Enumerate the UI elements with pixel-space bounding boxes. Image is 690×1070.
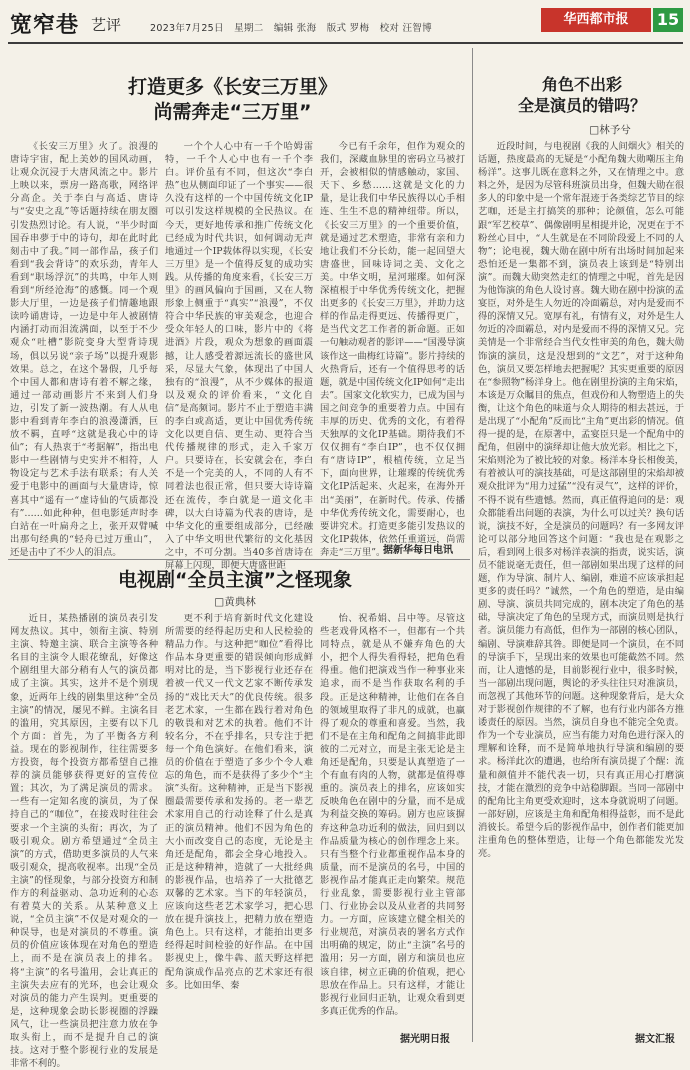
article2-title-line2: 全是演员的错吗？ <box>517 95 646 115</box>
designer: 版式 罗梅 <box>326 23 370 34</box>
article1-title <box>70 75 395 124</box>
column-sub: 艺评 <box>91 16 122 34</box>
article1-col1: 《长安三万里》火了。浪漫的唐诗宇宙，配上美妙的国风动画，让观众沉浸于大唐风流之中。影片上映以来，票房一路高歌，网络评分高企。关于李白与高适、唐诗与“安史之乱”等话题持续在朋友圈引发热烈讨论。有人说，“半少时面国吞串夢于中的诗句，却在此时此刻击中了我。”同一部作品，孩子们看到“我会背诗”的欢乐劲，青年人看到“职场浮沉”的共鸣，中年人则看到“所经沧海”的感慨。同一个观影大厅里，一边是孩子们情趣地跟读吟诵唐诗，一边是中年人被剧情内涵打动而泪流满面，以至于不少观众“吐槽”影院变身大型背诗现场，俱以另说“亲子场”以提升观影效果。总之，在这个暑假，几乎每个中国人都和唐诗有着不解之缘，通过一部动画影片不来到人们身边，引发了新一波热潮。有人从电影中看到青年李白的浪漫潇洒，巨放不羁，直呼“这就是我心中的诗仙”；有人热衷于“考据解”，指出电影中一些剧情与史实并不相符，人物设定与艺术手法有联系；有人关爱于电影中的画面与大量唐诗，惊喜其中“遥有一“虚诗仙的气质都没有”……如此种种，但电影延声时李白站在一叶扁舟之上，张开双臂喊出那句经典的“轻舟已过万重山”，还是击中了不少人的泪点。 <box>10 141 158 558</box>
article3-source: 据光明日报 <box>400 1034 450 1045</box>
article3-title: 电视剧“全员主演”之怪现象 <box>118 569 352 591</box>
article1-col2: 一个个人心中有一千个哈姆雷特，一千个人心中也有一千个李白。评价虽有不同，但这次“李白热”也从侧面印证了一个事实——很久没有这样的一个中国传统文化IP可以引发这样规模的全民热议。在今天，更好地传承和推广传统文化已经成为时代共识，如何调动无声地通过一个IP载体得以实现，《长安三万里》是一个值得反复的成功实践。从传播的角度来看，《长安三万里》的画风偏向于国画，又在人物形象上侧重于“真实”“浪漫”，不仅符合中华民族的审美观念，也迎合受众年轻人的口味，影片中的《将进酒》片段，观众为想象的画面震撼，让人感受着源远流长的盛世风采，尽显大气象，体现出了中国人独有的“浪漫”，从不少媒体的报道以及观众的评价看来，“文化自信”是高频词。影片不止于塑造丰满的李白或高适，更让中国优秀传统文化以更自信、更生动、更符合当代传播规律的形式，走入千家万户。只要诗在，长安就会在，李白不是一个完美的人，不同的人有不同着法也很正常，但只要大诗诗篇还在流传，李白就是一道文化丰碑，以大白诗篇为代表的唐诗，是中华文化的重要组成部分，已经融入了中华文明世代繁衍的文化基因之中，不可分割。当40多首唐诗在屏幕上闪现，即便大唐盛世距 <box>165 141 313 571</box>
section-divider <box>8 559 470 560</box>
article3-author: □黄典林 <box>214 596 256 608</box>
article2-body: 近段时间，与电视剧《我的人间烟火》相关的话题，热度最高的无疑是“小配角魏大勋嘲压主角杨洋”。这事儿既在意料之外，又在情理之中。意料之外，是因为尽管科班演员出身，但魏大勋在很多人的印象中是一个常年混迹于各类综艺节目的综艺咖，还是主打搞笑的那种；论颜值，怎么可能跟“军艺校草”、偶像剧明星相提并论，况更在于不粉丝心目中，“人生就是在不同阶段爱上不同的人物”；论电视，魏大勋在剧中所有出场时间加起来恐怕还是一集都不到，演员表上该到是“特别出演”。而魏大勋突然走红的情理之中呢，首先是因为他饰演的角色人设讨喜。魏大勋在剧中扮演的孟宴臣，对外是生人勿近的冷面霸总，对内是爱而不得的深情又兄。宽厚有礼，有情有义，对外是生人勿近的冷面霸总，对内是爱而不得的深情又兄。完美情是一个非常经合当代女性审美的角色，魏大勋饰演的演员，这是没想到的“文艺”，对于这种角色，演员又要怎样地去把握呢？其实更重要的原因在“参照物”杨洋身上。他在剧里扮演的主角宋焰，本该是万众瞩目的焦点，但戏份和人物塑造上的失衡，让这个角色的味道与众人期待的相去甚远，于是出现了“小配角”反而比“主角”更出彩的情况。值得一提的是，在原著中，孟宴臣只是一个配角中的配角，但剧中的演绎却让他大放光彩。相比之下，宋焰则沦为了被比较的对象。杨洋本身长相俊美，有着被认可的演技基础，可是这部剧里的宋焰却被观众批评为“用力过猛”“没有灵气”，这样的评价，不得不说有些遗憾。然而，真正值得追问的是：观众都能看出问题的表演，为什么可以过关？换句话说，演技不好，全是演员的问题吗？有一多网友评论可以部分地回答这个问题：“我也是在观影之后，看到网上很多对杨洋表演的指责，说实话，演员不能说毫无责任，但一部剧如果出现了这样的问题，作为导演、制片人、编剧，难道不应该承担起更多的责任吗？”诚然，一个角色的塑造，是由编剧、导演、演员共同完成的，剧本决定了角色的基础，导演决定了角色的呈现方式，而演员则是执行者。演员能力有高低，但作为一部剧的核心团队，编剧、导演难辞其咎。即便是同一个演员，在不同的导演手下，呈现出来的效果也可能截然不同。然而，让人遗憾的是，目前影视行业中，很多时候，当一部剧出现问题，舆论的矛头往往只对准演员，而忽视了其他环节的问题。这种现象背后，是大众对于影视创作规律的不了解，也有行业内部各方推诿责任的原因。当然，演员自身也不能完全免责。作为一个专业演员，应当有能力对角色进行深入的理解和诠释，而不是简单地执行导演和编剧的要求。杨洋此次的遭遇，也给所有演员提了个醒：流量和颜值并不能代表一切，只有真正用心打磨演技，才能在激烈的竞争中站稳脚跟。当同一部剧中的配角比主角更受欢迎时，这本身就说明了问题。一部好剧，应该是主角和配角相得益彰，而不是此消彼长。希望今后的影视作品中，创作者们能更加注重角色的整体塑造，让每一个角色都能发光发亮。 <box>478 141 684 860</box>
masthead-rule <box>8 42 683 44</box>
article1-source: 据新华每日电讯 <box>383 545 453 556</box>
issue-date: 2023年7月25日 <box>150 23 224 34</box>
column-name: 宽窄巷 <box>10 13 80 38</box>
masthead <box>0 0 690 44</box>
article1-col3: 今已有千余年，但作为观众的我们，深藏血脉里的密码立马被打开，会被相似的情感触动，家国、天下、乡愁……这就是文化的力量，是让我们中华民族得以心手相连、生生不息的精神纽带。所以，《长安三万里》的一个重要价值，就是通过艺术塑造，非常有亲和力地让我们不分长幼，能一起回望大唐盛世，回味诗词之美、文化之美。中华文明，星河璀璨。如何深深植根于中华优秀传统文化，把握出更多的《长安三万里》，并助力这样的作品走得更远、传播得更广，是当代文艺工作者的新命题。正如一句触动观者的影评——“国漫导演该作这一曲梅红诗篇”。影片持续的火热背后，还有一个值得思考的话题，就是中国传统文化IP如何“走出去”。国家文化软实力，已成为国与国之间竞争的重要着力点。中国有丰厚的历史、优秀的文化，有着得天独厚的文化IP基础。期待我们不仅仅拥有“李白IP”，也不仅仅拥有“唐诗IP”，根植传统，立足当下，面向世界，让璀璨的传统优秀文化IP活起来、火起来，在海外开出“美丽”，在新时代。传承、传播中华优秀传统文化，需要耐心，也要讲究术。打造更多能引发热议的文化IP载体，依然任重道远，尚需奔走“三万里”。 <box>320 141 465 558</box>
article2-title <box>478 75 686 117</box>
proofreader: 校对 汪智博 <box>379 23 432 34</box>
article3-col2: 更不利于培育新时代文化建设所需要的经得起历史和人民检验的精品力作。与这种把“咖位”看得比作品本身更重要的错误倾向形成鲜明对比的是，当下影视行业还存在着被一代又一代文艺家不断传承发扬的“戏比天大”的优良传统。很多老艺术家，一生都在践行着对角色的敬畏和对艺术的执着。他们不计较名分，不在乎排名，只专注于把每一个角色演好。在他们看来，演员的价值在于塑造了多少个令人难忘的角色，而不是获得了多少个“主演”头衔。这种精神，正是当下影视圈最需要传承和发扬的。老一辈艺术家用自己的行动诠释了什么是真正的演员精神。他们不因为角色的大小而改变自己的态度，无论是主角还是配角，都会全身心地投入。正是这种精神，造就了一大批经典的影视作品，也培养了一大批德艺双馨的艺术家。当下的年轻演员，应该向这些老艺术家学习，把心思放在提升演技上，把精力放在塑造角色上。只有这样，才能拍出更多经得起时间检验的好作品。在中国影视史上，像牛犇、蓝天野这样把配角演成作品亮点的艺术家还有很多。比如田华、秦 <box>165 613 313 991</box>
column-divider <box>472 48 473 1042</box>
article2-author: □林予兮 <box>589 124 631 136</box>
article3-col1: 近日，某热播剧的演员表引发网友热议。其中，领衔主演、特别主演、特邀主演、联合主演等各种名目的主演令人眼花缭乱，好像这个剧组里大部分稍有人气的演员都成了主演。其实，这并不是个别现象，近两年上线的剧集里这种“全员主演”的情况，屡见不鲜。主演名目的滥用，究其原因，主要有以下几个方面：首先，为了平衡各方利益。现在的影视制作，往往需要多方投资，每个投资方都希望自己推荐的演员能够获得更好的宣传位置；其次，为了满足演员的需求。一些有一定知名度的演员，为了保持自己的“咖位”，在接戏时往往会要求一个主演的头衔；再次，为了吸引观众。剧方希望通过“全员主演”的方式，借助更多演员的人气来吸引观众，提高收视率。出现“全员主演”的怪现象，与部分投资方和制作方的利益驱动、急功近利的心态有着莫大的关系。从某种意义上说，“全员主演”不仅是对观众的一种误导，也是对演员的不尊重。演员的价值应该体现在对角色的塑造上，而不是在演员表上的排名。将“主演”的名号滥用，会让真正的主演失去应有的光环，也会让观众对演员的能力产生误判。更重要的是，这种现象会助长影视圈的浮躁风气，让一些演员把注意力放在争取头衔上，而不是提升自己的演技。这对于整个影视行业的发展是非常不利的。 <box>10 613 158 1070</box>
article1-title-line2: 尚需奔走“三万里” <box>153 100 312 123</box>
issue-meta <box>150 20 439 34</box>
editor: 编辑 张海 <box>273 23 317 34</box>
issue-weekday: 星期二 <box>234 23 264 34</box>
article2-title-line1: 角色不出彩 <box>541 75 622 94</box>
article3-col3: 怡、祝希娟、吕中等。尽管这些老戏骨风格不一，但都有一个共同特点，就是从不嫌弃角色的大小，把个人得失看得轻，把角色看得重。他们把演戏当作一种事业来追求，而不是当作获取名利的手段。正是这种精神，让他们在各自的领域里取得了非凡的成就，也赢得了观众的尊重和喜爱。当然，我们不是在主角和配角之间搞非此即彼的二元对立，而是主张无论是主角还是配角，只要是认真塑造了一个有血有肉的人物，就都是值得尊重的。演员表上的排名，应该如实反映角色在剧中的分量，而不是成为利益交换的筹码。剧方也应该摒弃这种急功近利的做法，回归到以作品质量为核心的创作理念上来。只有当整个行业都重视作品本身的质量，而不是演员的名号，中国的影视作品才能真正走向繁荣。规范行业乱象，需要影视行业主管部门、行业协会以及从业者的共同努力。一方面，应该建立健全相关的行业规范，对演员表的署名方式作出明确的规定，防止“主演”名号的滥用；另一方面，剧方和演员也应该自律，树立正确的价值观，把心思放在作品上。只有这样，才能让影视行业回归正轨，让观众看到更多真正优秀的作品。 <box>320 613 465 1017</box>
page-number: 15 <box>653 8 683 32</box>
article1-title-line1: 打造更多《长安三万里》 <box>127 76 337 98</box>
newspaper-logo: 华西都市报 <box>541 8 651 32</box>
article2-source: 据文汇报 <box>635 1034 675 1045</box>
